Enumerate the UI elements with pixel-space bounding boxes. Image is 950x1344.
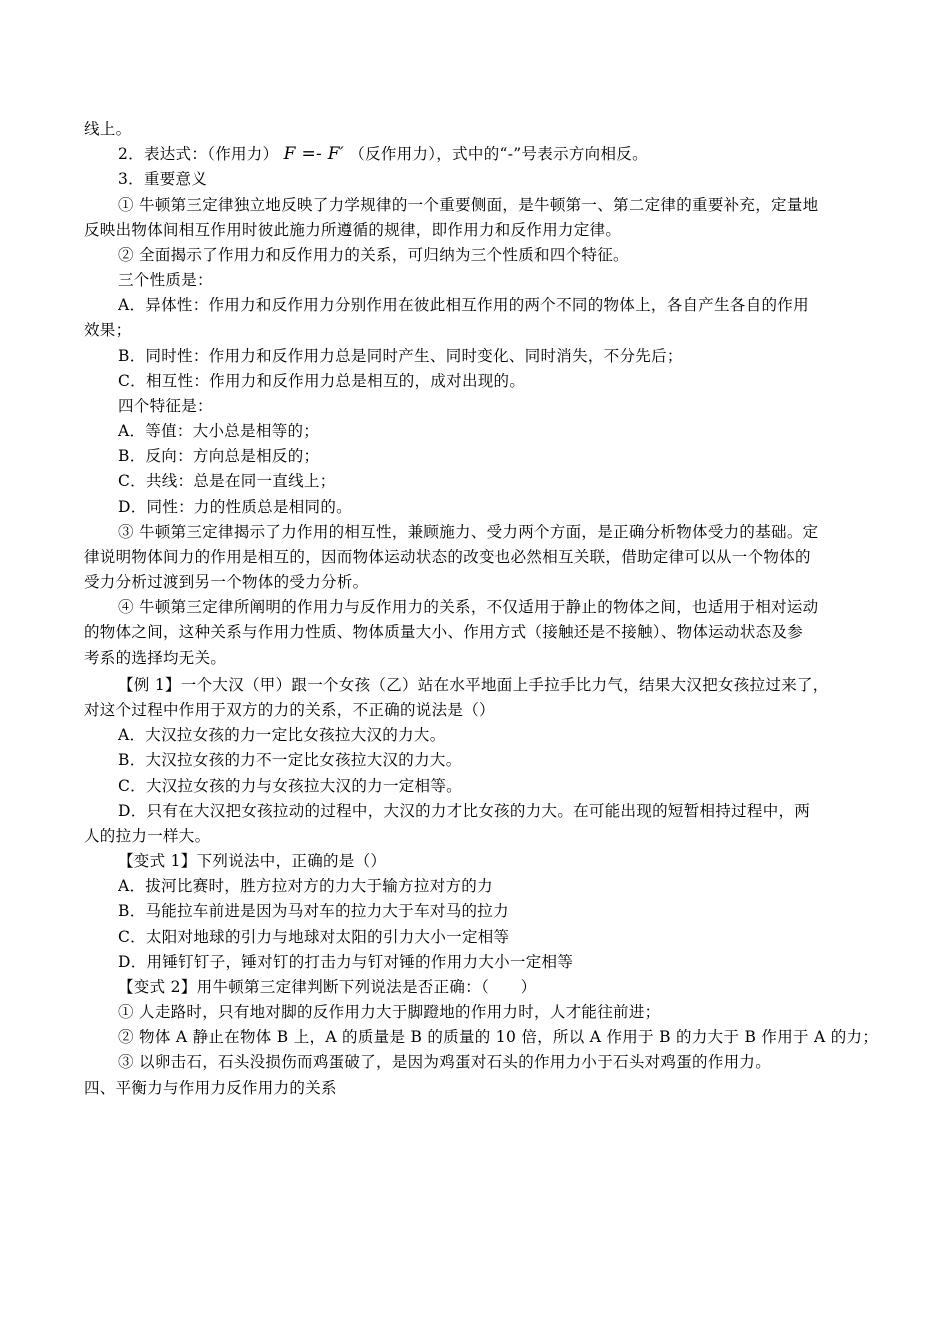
text-line: B．同时性：作用力和反作用力总是同时产生、同时变化、同时消失，不分先后； (118, 347, 683, 365)
text-line: ① 牛顿第三定律独立地反映了力学规律的一个重要侧面，是牛顿第一、第二定律的重要补充，定量地 (118, 196, 819, 214)
text-line: C．相互性：作用力和反作用力总是相互的，成对出现的。 (118, 372, 526, 390)
text-line: 考系的选择均无关。 (84, 649, 227, 667)
option-d: D．只有在大汉把女孩拉动的过程中，大汉的力才比女孩的力大。在可能出现的短暂相持过程中，两 (118, 802, 811, 820)
variant-2-question: 【变式 2】用牛顿第三定律判断下列说法是否正确：（ ） (118, 978, 537, 996)
text-line: 三个性质是： (118, 271, 213, 289)
expression-line (118, 142, 908, 167)
example-1-question: 【例 1】一个大汉（甲）跟一个女孩（乙）站在水平地面上手拉手比力气，结果大汉把女孩拉过来了， (118, 676, 829, 694)
text-line: 律说明物体间力的作用是相互的，因而物体运动状态的改变也必然相互关联，借助定律可以从一个物体的 (84, 548, 811, 566)
statement-1: ① 人走路时，只有地对脚的反作用力大于脚蹬地的作用力时，人才能往前进； (118, 1003, 661, 1021)
text-line: C．共线：总是在同一直线上； (118, 472, 336, 490)
text-line: B．反向：方向总是相反的； (118, 447, 320, 465)
text-line: D．同性：力的性质总是相同的。 (118, 498, 352, 516)
text-line: A．等值：大小总是相等的； (118, 422, 320, 440)
expression-note: （反作用力），式中的“-”号表示方向相反。 (349, 145, 648, 163)
text-line: ② 全面揭示了作用力和反作用力的关系，可归纳为三个性质和四个特征。 (118, 246, 629, 264)
section-heading: 3．重要意义 (118, 170, 208, 188)
text-line: 受力分析过渡到另一个物体的受力分析。 (84, 573, 369, 591)
expression-label: 2．表达式：（作用力） (118, 145, 279, 163)
text-line: A．异体性：作用力和反作用力分别作用在彼此相互作用的两个不同的物体上，各自产生各自的作用 (118, 296, 809, 314)
text-line: 反映出物体间相互作用时彼此施力所遵循的规律，即作用力和反作用力定律。 (84, 221, 622, 239)
statement-2: ② 物体 A 静止在物体 B 上，A 的质量是 B 的质量的 10 倍，所以 A 作用于 B 的力大于 B 作用于 A 的力； (118, 1028, 879, 1046)
text-line: 四个特征是： (118, 397, 213, 415)
text-line: 人的拉力一样大。 (84, 827, 211, 845)
section-heading: 四、平衡力与作用力反作用力的关系 (84, 1079, 337, 1097)
formula: F =- F′ (283, 144, 345, 164)
option-b: B．大汉拉女孩的力不一定比女孩拉大汉的力大。 (118, 751, 462, 769)
text-line: 对这个过程中作用于双方的力的关系，不正确的说法是（） (84, 701, 495, 719)
option-c: C．太阳对地球的引力与地球对太阳的引力大小一定相等 (118, 928, 510, 946)
text-line: 线上。 (84, 120, 132, 138)
option-a: A．拔河比赛时，胜方拉对方的力大于输方拉对方的力 (118, 877, 493, 895)
option-a: A．大汉拉女孩的力一定比女孩拉大汉的力大。 (118, 726, 446, 744)
text-line: 效果； (84, 321, 132, 339)
option-d: D．用锤钉钉子，锤对钉的打击力与钉对锤的作用力大小一定相等 (118, 953, 574, 971)
variant-1-question: 【变式 1】下列说法中，正确的是（） (118, 852, 387, 870)
text-line: 的物体之间，这种关系与作用力性质、物体质量大小、作用方式（接触还是不接触）、物体运动状态及参 (84, 623, 804, 641)
option-c: C．大汉拉女孩的力与女孩拉大汉的力一定相等。 (118, 777, 462, 795)
statement-3: ③ 以卵击石，石头没损伤而鸡蛋破了，是因为鸡蛋对石头的作用力小于石头对鸡蛋的作用力。 (118, 1053, 772, 1071)
option-b: B．马能拉车前进是因为马对车的拉力大于车对马的拉力 (118, 902, 509, 920)
text-line: ③ 牛顿第三定律揭示了力作用的相互性，兼顾施力、受力两个方面，是正确分析物体受力的基础。定 (118, 523, 819, 541)
text-line: ④ 牛顿第三定律所阐明的作用力与反作用力的关系，不仅适用于静止的物体之间，也适用于相对运动 (118, 598, 819, 616)
